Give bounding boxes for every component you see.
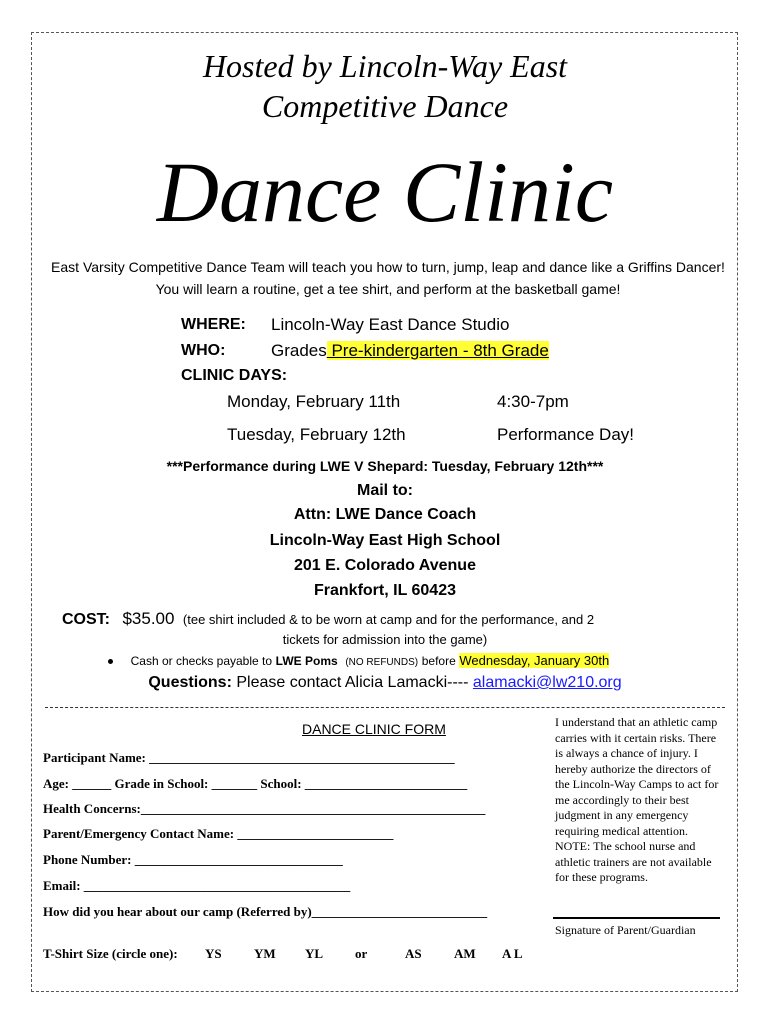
email-field[interactable]: Email: _________________________________________ <box>43 878 351 893</box>
tshirt-option-ym[interactable]: YM <box>254 946 276 961</box>
questions-text: Please contact Alicia Lamacki---- <box>236 674 469 691</box>
page-title: Dance Clinic <box>156 144 614 240</box>
cut-line-divider <box>45 707 725 708</box>
tshirt-option-al[interactable]: A L <box>502 946 523 961</box>
contact-email-link[interactable]: alamacki@lw210.org <box>472 674 622 691</box>
day1-date: Monday, February 11th <box>227 392 401 411</box>
cost-note-line2: tickets for admission into the game) <box>282 632 488 647</box>
phone-field[interactable]: Phone Number: ________________________________ <box>43 852 343 867</box>
mail-to-heading: Mail to: <box>357 482 413 499</box>
form-heading: DANCE CLINIC FORM <box>302 721 446 737</box>
tshirt-option-yl[interactable]: YL <box>305 946 324 961</box>
signature-line[interactable] <box>553 917 720 919</box>
day2-date: Tuesday, February 12th <box>227 425 406 444</box>
parent-contact-field[interactable]: Parent/Emergency Contact Name: ________________________ <box>43 826 394 841</box>
who-label: WHO: <box>181 342 226 359</box>
tshirt-option-am[interactable]: AM <box>454 946 476 961</box>
health-concerns-field[interactable]: Health Concerns:_____________________________________________________ <box>43 801 486 816</box>
payment-prefix: Cash or checks payable to <box>130 654 273 668</box>
where-value: Lincoln-Way East Dance Studio <box>271 315 510 334</box>
tshirt-size-label: T-Shirt Size (circle one): <box>43 946 178 961</box>
questions-label: Questions: <box>148 674 232 691</box>
waiver-text: I understand that an athletic camp carries with it certain risks. There is always a chance of injury. I hereby authorize the directors of the Lincoln-Way Camps to act for me accordingly to their best judgment in any emergency requiring medical attention. NOTE: The school nurse and athletic trainers are not available for these programs. <box>555 715 719 884</box>
participant-name-field[interactable]: Participant Name: _______________________________________________ <box>43 750 455 765</box>
tshirt-option-ys[interactable]: YS <box>205 946 222 961</box>
cost-label: COST: <box>62 611 110 628</box>
cost-row <box>62 609 594 629</box>
questions-row <box>0 674 770 692</box>
mail-attn: Attn: LWE Dance Coach <box>293 506 477 523</box>
cost-note-line1: (tee shirt included & to be worn at camp and for the performance, and 2 <box>182 612 595 627</box>
tshirt-option-as[interactable]: AS <box>405 946 422 961</box>
who-value-highlight: Pre-kindergarten - 8th Grade <box>326 341 549 360</box>
day1-time: 4:30-7pm <box>497 392 569 411</box>
signature-label: Signature of Parent/Guardian <box>555 923 696 937</box>
payment-row <box>108 653 609 668</box>
clinic-days-label: CLINIC DAYS: <box>181 367 288 384</box>
mail-street: 201 E. Colorado Avenue <box>294 557 476 574</box>
payee: LWE Poms <box>275 654 338 668</box>
no-refunds: (NO REFUNDS) <box>345 657 419 668</box>
performance-line: ***Performance during LWE V Shepard: Tuesday, February 12th*** <box>166 458 604 474</box>
mail-city: Frankfort, IL 60423 <box>314 582 456 599</box>
bullet-icon <box>108 659 113 664</box>
tshirt-or: or <box>355 946 368 961</box>
age-grade-school-field[interactable]: Age: ______ Grade in School: _______ School: _________________________ <box>43 776 468 791</box>
referred-by-field[interactable]: How did you hear about our camp (Referred by)___________________________ <box>43 904 488 919</box>
day2-note: Performance Day! <box>497 425 634 444</box>
deadline: Wednesday, January 30th <box>459 653 610 668</box>
team-name-line: Competitive Dance <box>261 88 509 124</box>
mail-school: Lincoln-Way East High School <box>269 532 501 549</box>
intro-paragraph: East Varsity Competitive Dance Team will teach you how to turn, jump, leap and dance like a Griffins Dancer! You will learn a routine, get a tee shirt, and perform at the basketball game! <box>51 259 725 297</box>
before-word: before <box>421 654 456 668</box>
hosted-by-line: Hosted by Lincoln-Way East <box>202 48 568 84</box>
where-label: WHERE: <box>181 316 246 333</box>
cost-amount: $35.00 <box>122 609 175 628</box>
who-value <box>271 341 549 361</box>
who-value-plain: Grades <box>271 341 327 360</box>
